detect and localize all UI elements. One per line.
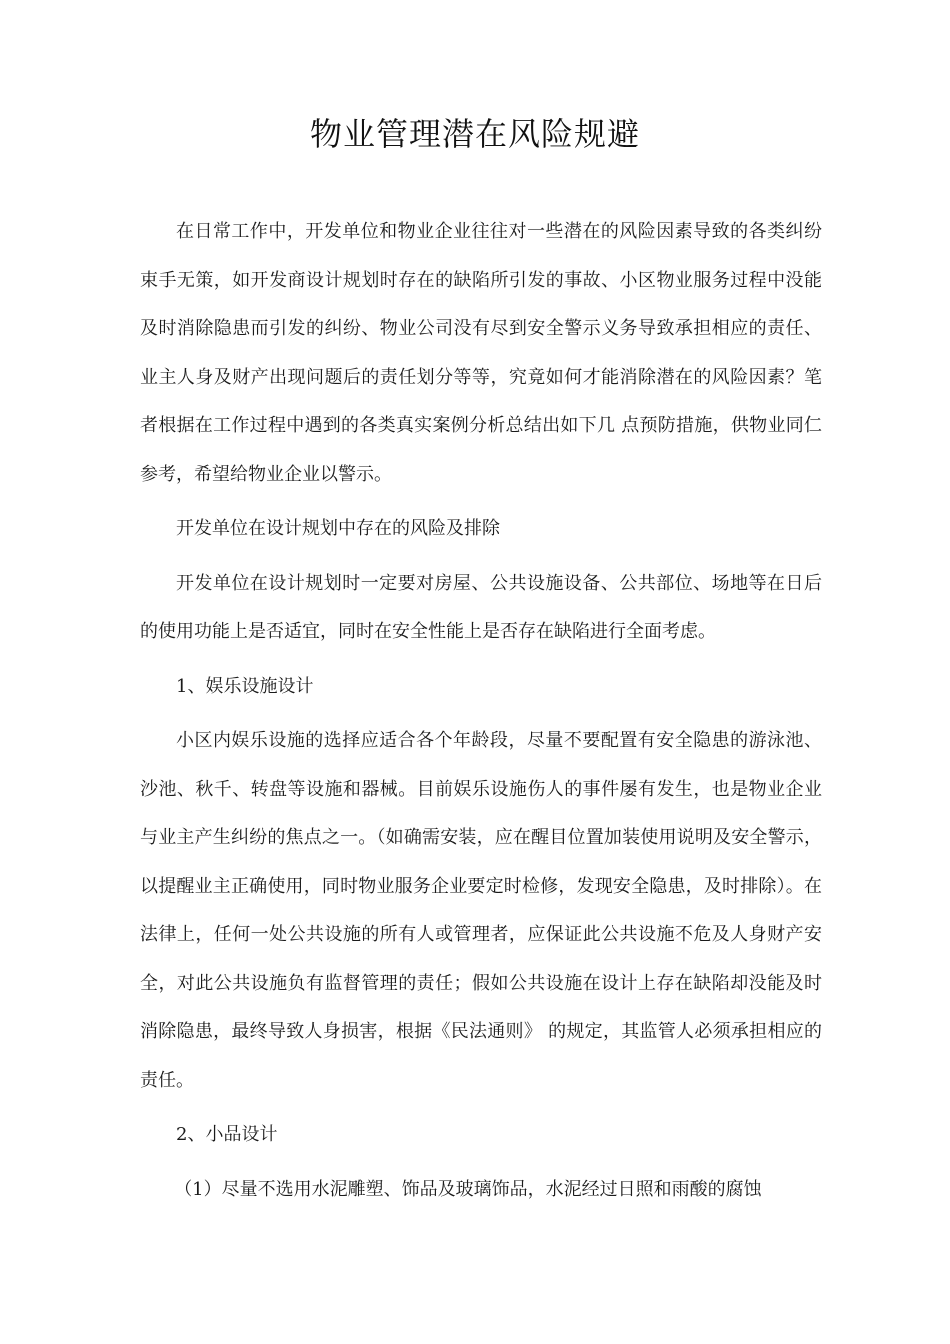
item-heading-sketch: 2、小品设计	[176, 1124, 278, 1145]
section-paragraph: 开发单位在设计规划时一定要对房屋、公共设施设备、公共部位、场地等在日后的使用功能上是否适宜，同时在安全性能上是否存在缺陷进行全面考虑。	[140, 572, 822, 642]
section-heading: 开发单位在设计规划中存在的风险及排除	[176, 518, 500, 539]
entertainment-paragraph: 小区内娱乐设施的选择应适合各个年龄段，尽量不要配置有安全隐患的游泳池、沙池、秋千、转盘等设施和器械。目前娱乐设施伤人的事件屡有发生，也是物业企业与业主产生纠纷的焦点之一。（如确需安装，应在醒目位置加装使用说明及安全警示，以提醒业主正确使用，同时物业服务企业要定时检修，发现安全隐患，及时排除）。在法律上，任何一处公共设施的所有人或管理者，应保证此公共设施不危及人身财产安全，对此公共设施负有监督管理的责任；假如公共设施在设计上存在缺陷却没能及时消除隐患，最终导致人身损害，根据《民法通则》 的规定，其监管人必须承担相应的责任。	[140, 730, 822, 1091]
document-body	[140, 208, 822, 1220]
document-title: 物业管理潜在风险规避	[309, 115, 640, 153]
intro-paragraph: 在日常工作中，开发单位和物业企业往往对一些潜在的风险因素导致的各类纠纷束手无策，如开发商设计规划时存在的缺陷所引发的事故、小区物业服务过程中没能及时消除隐患而引发的纠纷、物业公司没有尽到安全警示义务导致承担相应的责任、业主人身及财产出现问题后的责任划分等等，究竟如何才能消除潜在的风险因素？笔者根据在工作过程中遇到的各类真实案例分析总结出如下几 点预防措施，供物业同仁参考，希望给物业企业以警示。	[140, 221, 822, 485]
item-heading-entertainment: 1、娱乐设施设计	[176, 675, 314, 697]
sketch-subitem-1: （1）尽量不选用水泥雕塑、饰品及玻璃饰品，水泥经过日照和雨酸的腐蚀	[174, 1178, 762, 1200]
